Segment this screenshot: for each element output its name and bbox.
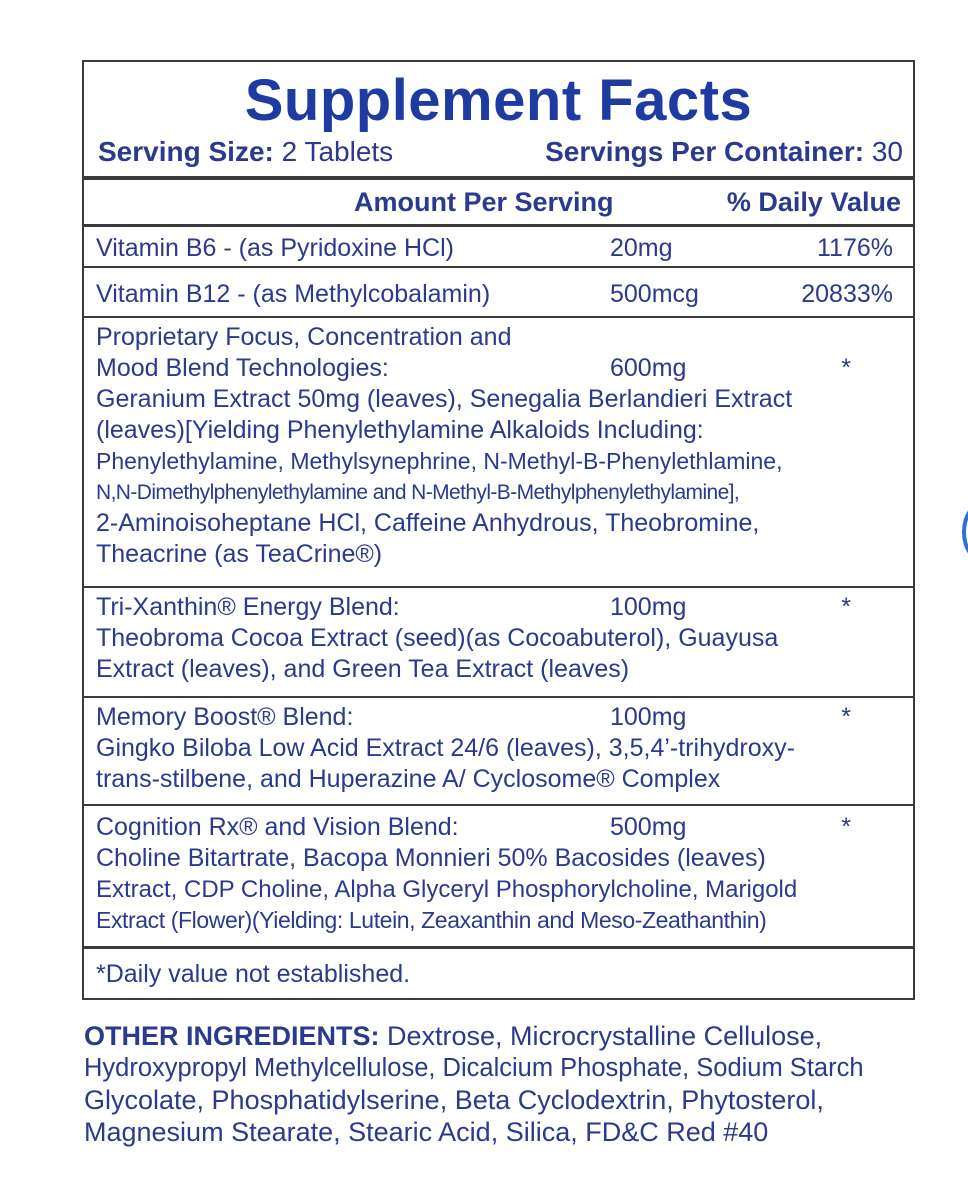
footnote: *Daily value not established. — [96, 960, 411, 988]
ingredient-line: Choline Bitartrate, Bacopa Monnieri 50% Bacosides (leaves) — [96, 844, 766, 872]
divider — [84, 266, 913, 268]
serving-size-label: Serving Size: — [98, 136, 274, 167]
blend-cognition-rx-vision — [96, 812, 899, 936]
nutrient-amount: 20mg — [610, 234, 673, 262]
blend-title-row — [96, 812, 899, 843]
blend-daily-value: * — [841, 593, 851, 621]
nutrient-daily-value: 1176% — [817, 234, 893, 262]
ingredient-line: N,N-Dimethylphenylethylamine and N-Methyl-B-Methylphenylethylamine], — [96, 481, 740, 504]
blend-amount: 600mg — [610, 354, 687, 382]
blend-title: Proprietary Focus, Concentration and — [96, 323, 512, 351]
blend-amount: 100mg — [610, 703, 687, 731]
ingredient-line: Phenylethylamine, Methylsynephrine, N-Methyl-B-Phenylethlamine, — [96, 448, 783, 474]
divider — [84, 804, 913, 806]
ingredient-line: Extract (Flower)(Yielding: Lutein, Zeaxanthin and Meso-Zeathanthin) — [96, 907, 767, 933]
ingredient-line: trans-stilbene, and Huperazine A/ Cyclosome® Complex — [96, 765, 721, 793]
table-row — [96, 274, 893, 314]
blend-daily-value: * — [841, 354, 851, 382]
blend-title-row — [96, 353, 899, 384]
blend-title: Memory Boost® Blend: — [96, 703, 354, 731]
blend-title-row — [96, 702, 899, 733]
blend-memory-boost — [96, 702, 899, 795]
blend-focus-concentration-mood — [96, 322, 899, 570]
blend-title: Tri-Xanthin® Energy Blend: — [96, 593, 400, 621]
servings-per-container-label: Servings Per Container: — [545, 136, 865, 167]
blend-title-row — [96, 592, 899, 623]
ingredient-line: Theobroma Cocoa Extract (seed)(as Cocoabuterol), Guayusa — [96, 624, 779, 652]
blend-amount: 500mg — [610, 813, 687, 841]
nutrient-name: Vitamin B6 - (as Pyridoxine HCl) — [96, 234, 454, 262]
blend-daily-value: * — [841, 813, 851, 841]
serving-info — [98, 134, 903, 170]
serving-size — [98, 134, 393, 170]
supplement-facts-panel — [82, 60, 915, 1000]
ingredient-line: Extract (leaves), and Green Tea Extract (leaves) — [96, 655, 630, 683]
ingredient-line: Extract, CDP Choline, Alpha Glyceryl Phosphorylcholine, Marigold — [96, 876, 798, 903]
blend-title: Mood Blend Technologies: — [96, 354, 389, 382]
other-ingredients-line: Hydroxypropyl Methylcellulose, Dicalcium Phosphate, Sodium Starch — [84, 1054, 864, 1082]
table-row — [96, 230, 893, 266]
ingredient-line: (leaves)[Yielding Phenylethylamine Alkaloids Including: — [96, 416, 704, 444]
blend-amount: 100mg — [610, 593, 687, 621]
nutrient-daily-value: 20833% — [801, 280, 893, 308]
other-ingredients-text: Dextrose, Microcrystalline Cellulose, — [379, 1021, 823, 1051]
amount-per-serving-header: Amount Per Serving — [354, 187, 614, 217]
other-ingredients-label: OTHER INGREDIENTS: — [84, 1021, 380, 1051]
divider — [84, 224, 913, 227]
blend-tri-xanthin — [96, 592, 899, 685]
servings-per-container — [545, 134, 903, 170]
ingredient-line: Geranium Extract 50mg (leaves), Senegalia Berlandieri Extract — [96, 385, 793, 413]
divider — [84, 696, 913, 698]
edge-circle-icon — [962, 502, 968, 562]
ingredient-line: 2-Aminoisoheptane HCl, Caffeine Anhydrous, Theobromine, — [96, 509, 760, 537]
blend-title: Cognition Rx® and Vision Blend: — [96, 813, 459, 841]
serving-size-value: 2 Tablets — [273, 136, 394, 167]
ingredient-line: Theacrine (as TeaCrine®) — [96, 540, 383, 568]
page-title: Supplement Facts — [244, 68, 753, 133]
table-header — [84, 180, 913, 224]
divider — [84, 946, 913, 949]
nutrient-amount: 500mcg — [610, 280, 699, 308]
nutrient-name: Vitamin B12 - (as Methylcobalamin) — [96, 280, 491, 308]
other-ingredients — [84, 1020, 918, 1148]
blend-daily-value: * — [841, 703, 851, 731]
other-ingredients-line — [84, 1020, 918, 1052]
divider — [84, 316, 913, 318]
servings-per-container-value: 30 — [864, 136, 903, 167]
other-ingredients-line: Glycolate, Phosphatidylserine, Beta Cyclodextrin, Phytosterol, — [84, 1085, 824, 1115]
other-ingredients-line: Magnesium Stearate, Stearic Acid, Silica, FD&C Red #40 — [84, 1117, 769, 1147]
daily-value-header: % Daily Value — [726, 187, 901, 217]
divider — [84, 586, 913, 588]
ingredient-line: Gingko Biloba Low Acid Extract 24/6 (leaves), 3,5,4’-trihydroxy- — [96, 734, 795, 762]
